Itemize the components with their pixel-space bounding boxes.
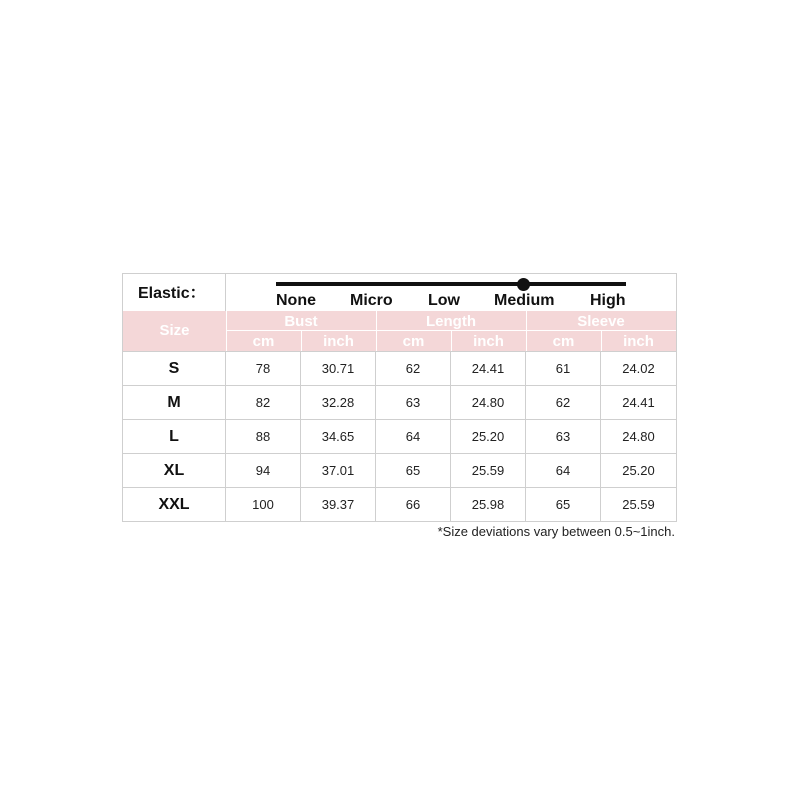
bust-inch-cell: 39.37 — [301, 488, 376, 521]
length-cm-cell: 66 — [376, 488, 451, 521]
table-row — [123, 351, 676, 385]
group-header-bust: Bust — [284, 313, 318, 330]
unit-header-bust-inch: inch — [323, 333, 354, 350]
size-cell: XXL — [123, 488, 226, 521]
group-header-length: Length — [426, 313, 476, 330]
length-cm-cell: 65 — [376, 454, 451, 487]
bust-inch-cell: 37.01 — [301, 454, 376, 487]
unit-header-length-inch: inch — [473, 333, 504, 350]
header-divider — [226, 330, 676, 331]
bust-inch-cell: 30.71 — [301, 352, 376, 385]
elastic-option-low: Low — [428, 292, 460, 309]
elastic-option-none: None — [276, 292, 316, 309]
bust-cm-cell: 88 — [226, 420, 301, 453]
header-divider — [451, 331, 452, 351]
elastic-option-high: High — [590, 292, 626, 309]
elastic-label: Elastic： — [123, 274, 226, 311]
sleeve-cm-cell: 63 — [526, 420, 601, 453]
size-header: Size — [159, 322, 190, 339]
bust-cm-cell: 78 — [226, 352, 301, 385]
length-cm-cell: 63 — [376, 386, 451, 419]
elastic-scale-marker — [517, 278, 530, 291]
size-cell: M — [123, 386, 226, 419]
header-divider — [601, 331, 602, 351]
length-cm-cell: 64 — [376, 420, 451, 453]
sleeve-inch-cell: 24.02 — [622, 361, 655, 376]
header-divider — [376, 311, 377, 351]
table-header — [123, 311, 676, 351]
length-inch-cell: 25.59 — [451, 454, 526, 487]
table-row — [123, 487, 676, 521]
unit-header-length-cm: cm — [402, 333, 425, 350]
elastic-row — [123, 274, 676, 312]
sleeve-cm-cell: 62 — [526, 386, 601, 419]
table-row — [123, 453, 676, 487]
sleeve-cm-cell: 61 — [526, 352, 601, 385]
length-inch-cell: 25.20 — [451, 420, 526, 453]
elastic-option-micro: Micro — [350, 292, 393, 309]
bust-cm-cell: 94 — [226, 454, 301, 487]
header-divider — [526, 311, 527, 351]
size-cell: S — [123, 352, 226, 385]
sleeve-cm-cell: 65 — [526, 488, 601, 521]
header-divider — [226, 311, 227, 351]
unit-header-sleeve-cm: cm — [552, 333, 575, 350]
bust-inch-cell: 34.65 — [301, 420, 376, 453]
table-row — [123, 385, 676, 419]
size-chart — [122, 273, 677, 522]
sleeve-inch-cell: 25.59 — [622, 497, 655, 512]
length-cm-cell: 62 — [376, 352, 451, 385]
unit-header-bust-cm: cm — [252, 333, 275, 350]
length-inch-cell: 25.98 — [451, 488, 526, 521]
elastic-option-medium: Medium — [494, 292, 555, 309]
size-cell: L — [123, 420, 226, 453]
bust-cm-cell: 82 — [226, 386, 301, 419]
sleeve-inch-cell: 24.80 — [622, 429, 655, 444]
sleeve-cm-cell: 64 — [526, 454, 601, 487]
header-divider — [301, 331, 302, 351]
elastic-scale-line — [276, 282, 626, 286]
unit-header-sleeve-inch: inch — [623, 333, 654, 350]
size-cell: XL — [123, 454, 226, 487]
length-inch-cell: 24.41 — [451, 352, 526, 385]
size-deviation-note: *Size deviations vary between 0.5~1inch. — [437, 524, 675, 539]
sleeve-inch-cell: 25.20 — [622, 463, 655, 478]
sleeve-inch-cell: 24.41 — [622, 395, 655, 410]
table-row — [123, 419, 676, 453]
bust-inch-cell: 32.28 — [301, 386, 376, 419]
group-header-sleeve: Sleeve — [577, 313, 625, 330]
bust-cm-cell: 100 — [226, 488, 301, 521]
length-inch-cell: 24.80 — [451, 386, 526, 419]
